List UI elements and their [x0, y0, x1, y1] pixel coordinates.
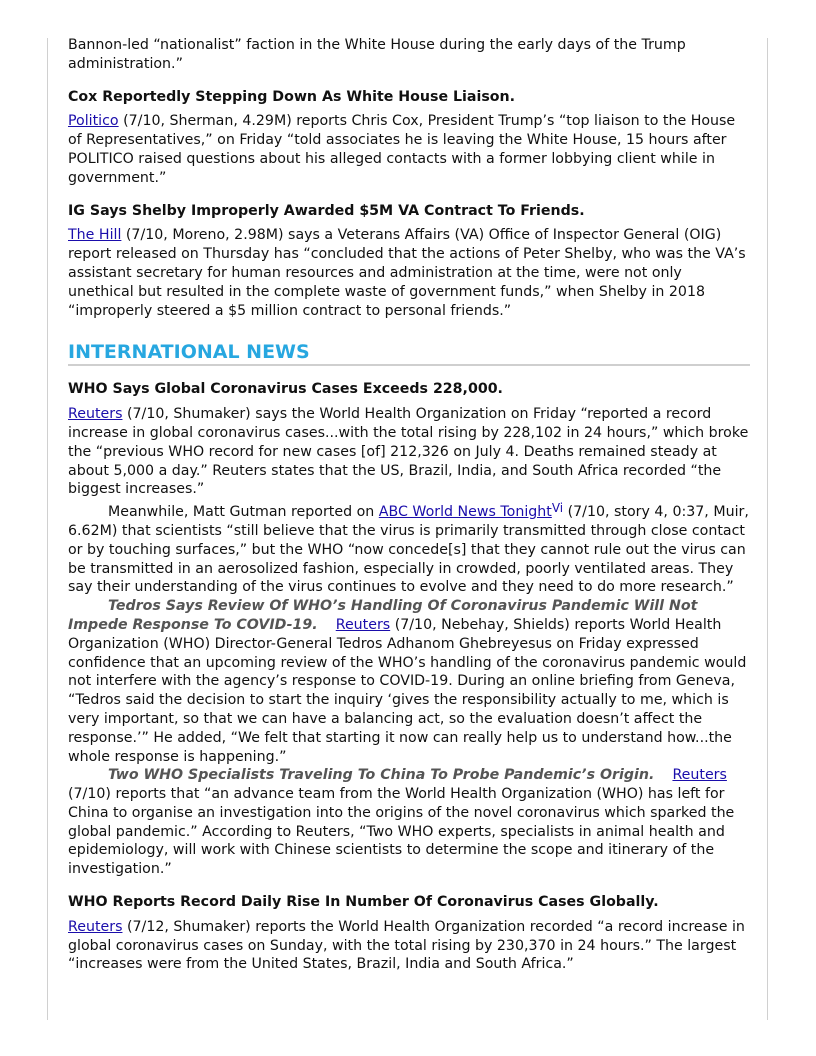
story-text: (7/12, Shumaker) reports the World Health Organization recorded “a record increase in global coronavirus cases on Sunday, with the total rising by 230,370 in 24 hours.” The largest “increases were from the United States, Brazil, India and South Africa.” [68, 918, 745, 973]
story-body-shelby [68, 226, 750, 320]
story-body-who-cases [68, 405, 750, 499]
story-title-who-record: WHO Reports Record Daily Rise In Number Of Coronavirus Cases Globally. [68, 894, 659, 911]
story-title-who-cases: WHO Says Global Coronavirus Cases Exceeds 228,000. [68, 381, 503, 398]
source-link-the-hill[interactable]: The Hill [68, 227, 122, 244]
story-text: (7/10) reports that “an advance team from the World Health Organization (WHO) has left for China to organise an investigation into the origins of the novel coronavirus which sparked the global pandemic.” According to Reuters, “Two WHO experts, specialists in animal health and epidemiology, will work with Chinese scientists to determine the scope and itinerary of the investigation.” [68, 786, 735, 878]
story-paragraph-tedros [68, 597, 750, 766]
source-link-reuters[interactable]: Reuters [68, 918, 123, 935]
story-paragraph-abc [68, 499, 750, 597]
source-link-reuters[interactable]: Reuters [335, 616, 391, 633]
source-link-abc-world-news[interactable]: ABC World News Tonight [378, 504, 552, 521]
story-title-cox: Cox Reportedly Stepping Down As White House Liaison. [68, 88, 516, 105]
story-text: (7/10, Shumaker) says the World Health Organization on Friday “reported a record increase in global coronavirus cases...with the total rising by 228,102 in 24 hours,” which broke the “previous WHO record for new cases [of] 212,326 on July 4. Deaths remained steady at about 5,000 a day.” Reuters states that the US, Brazil, India, and South Africa recorded “the biggest increases.” [68, 406, 749, 498]
continued-paragraph: Bannon-led “nationalist” faction in the White House during the early days of the Trump administration.” [68, 37, 686, 72]
subhead-tedros: Tedros Says Review Of WHO’s Handling Of Coronavirus Pandemic Will Not Impede Response To COVID-19. [68, 598, 698, 633]
story-text: (7/10, Nebehay, Shields) reports World Health Organization (WHO) Director-General Tedros Adhanom Ghebreyesus on Friday expressed confidence that an upcoming review of the WHO’s handling of the coronavirus pandemic would not interfere with the agency’s response to COVID-19. During an online briefing from Geneva, “Tedros said the decision to start the inquiry ‘gives the responsibility actually to me, which is very important, so that we can have a balancing act, so the evaluation doesn’t affect the response.’” He added, “We felt that starting it now can really help us to understand how...the whole response is happening.” [68, 616, 747, 765]
newsletter-page [68, 36, 750, 974]
story-text: (7/10, Sherman, 4.29M) reports Chris Cox, President Trump’s “top liaison to the House of Representatives,” on Friday “told associates he is leaving the White House, 15 hours after POLITICO raised questions about his alleged contacts with a former lobbying client while in government.” [68, 113, 736, 186]
source-link-reuters[interactable]: Reuters [68, 406, 123, 423]
story-body-who-record [68, 918, 750, 974]
source-link-politico[interactable]: Politico [68, 113, 119, 130]
story-title-shelby: IG Says Shelby Improperly Awarded $5M VA Contract To Friends. [68, 202, 585, 219]
right-border-rule [767, 38, 768, 1020]
section-heading-international: INTERNATIONAL NEWS [68, 341, 750, 366]
story-text: Meanwhile, Matt Gutman reported on [108, 504, 379, 521]
subhead-china: Two WHO Specialists Traveling To China To Probe Pandemic’s Origin. [108, 767, 655, 784]
story-body-cox [68, 112, 750, 187]
video-marker[interactable]: Vi [551, 501, 564, 516]
story-text: (7/10, Moreno, 2.98M) says a Veterans Affairs (VA) Office of Inspector General (OIG) report released on Thursday has “concluded that the actions of Peter Shelby, who was the VA’s assistant secretary for human resources and administration at the time, were not only unethical but resulted in the complete waste of government funds,” when Shelby in 2018 “improperly steered a $5 million contract to personal friends.” [68, 227, 746, 319]
source-link-reuters[interactable]: Reuters [672, 767, 727, 784]
story-paragraph-china [68, 766, 750, 879]
story-text: (7/10, story 4, 0:37, Muir, 6.62M) that scientists “still believe that the virus is primarily transmitted through close contact or by touching surfaces,” but the WHO “now concede[s] that they cannot rule out the virus can be transmitted in an aerosolized fashion, especially in crowded, poorly ventilated areas. They say their understanding of the virus continues to evolve and they need to do more research.” [68, 504, 749, 596]
left-border-rule [47, 38, 48, 1020]
